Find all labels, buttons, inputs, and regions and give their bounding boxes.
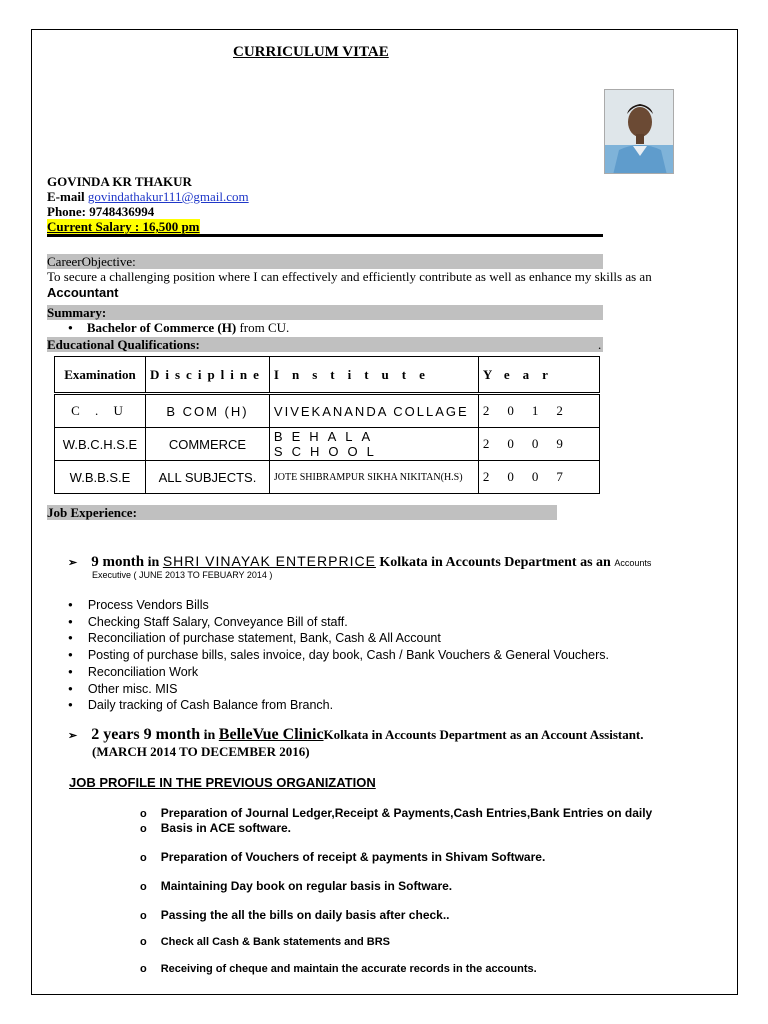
cell-exam: W.B.B.S.E: [55, 461, 146, 494]
col-discipline: Discipline: [146, 357, 270, 394]
email-link[interactable]: govindathakur111@gmail.com: [87, 189, 249, 204]
education-heading: Educational Qualifications:: [47, 337, 200, 352]
cell-institute: JOTE SHIBRAMPUR SIKHA NIKITAN(H.S): [269, 461, 478, 494]
table-row: [55, 461, 600, 494]
cell-exam: W.B.C.H.S.E: [55, 428, 146, 461]
arrow-bullet-icon: ➢: [68, 557, 78, 569]
experience-2-period: (MARCH 2014 TO DECEMBER 2016): [92, 744, 310, 759]
circle-bullet-icon: o: [140, 881, 147, 893]
experience-1-heading: [68, 553, 651, 571]
section-band-job: [47, 505, 557, 520]
exp1-role: Accounts: [614, 558, 652, 568]
exp2-rest: Kolkata in Accounts Department as an Account Assistant.: [323, 727, 644, 742]
section-band-career: [47, 254, 603, 269]
job-heading: Job Experience:: [47, 505, 137, 520]
profile-text: Maintaining Day book on regular basis in Software.: [160, 879, 453, 893]
list-item: ● Reconciliation of purchase statement, Bank, Cash & All Account: [68, 631, 609, 648]
cell-year: 2009: [478, 428, 599, 461]
cell-discipline: B COM (H): [146, 394, 270, 428]
profile-item: [140, 908, 450, 922]
table-header-row: [55, 357, 600, 394]
col-institute: Institute: [269, 357, 478, 394]
profile-item: [140, 821, 291, 835]
col-year: Year: [478, 357, 599, 394]
exp2-firm: BelleVue Clinic: [218, 726, 324, 743]
career-heading: CareerObjective:: [47, 254, 136, 269]
exp1-firm: SHRI VINAYAK ENTERPRICE: [162, 553, 376, 569]
summary-rest: from CU.: [236, 320, 290, 335]
exp1-in: in: [144, 555, 163, 570]
exp1-rest: Kolkata in Accounts Department as an: [375, 555, 615, 570]
career-objective-text: To secure a challenging position where I can effectively and efficiently contribute as well as enhance my skills as an: [47, 269, 652, 284]
list-item: ● Checking Staff Salary, Conveyance Bill of staff.: [68, 615, 609, 632]
table-row: [55, 394, 600, 428]
list-item: ● Reconciliation Work: [68, 665, 609, 682]
education-table: [54, 356, 600, 494]
summary-degree: Bachelor of Commerce (H): [86, 320, 237, 335]
list-item: ● Posting of purchase bills, sales invoice, day book, Cash / Bank Vouchers & General Vouchers.: [68, 648, 609, 665]
exp1-duration: 9 month: [91, 554, 145, 570]
profile-text: Basis in ACE software.: [160, 821, 291, 835]
experience-1-period: Executive ( JUNE 2013 TO FEBUARY 2014 ): [92, 570, 273, 580]
summary-heading: Summary:: [47, 305, 107, 320]
profile-text: Passing the all the bills on daily basis after check..: [160, 908, 450, 922]
duties-list: [68, 598, 609, 715]
education-trailing-dot: .: [598, 337, 602, 352]
profile-text: Receiving of cheque and maintain the accurate records in the accounts.: [160, 963, 537, 975]
table-row: [55, 428, 600, 461]
circle-bullet-icon: o: [140, 936, 147, 948]
document-title: CURRICULUM VITAE: [233, 44, 389, 60]
cell-discipline: COMMERCE: [146, 428, 270, 461]
list-item: ● Daily tracking of Cash Balance from Branch.: [68, 698, 609, 715]
list-item: ● Process Vendors Bills: [68, 598, 609, 615]
cell-institute: BEHALA SCHOOL: [269, 428, 478, 461]
col-examination: Examination: [55, 357, 146, 394]
list-item: ● Other misc. MIS: [68, 682, 609, 699]
cell-year: 2012: [478, 394, 599, 428]
current-salary: Current Salary : 16,500 pm: [47, 219, 200, 234]
exp2-in: in: [200, 728, 219, 743]
profile-photo: [604, 89, 674, 174]
job-profile-title: JOB PROFILE IN THE PREVIOUS ORGANIZATION: [69, 775, 376, 790]
profile-item: [140, 879, 452, 893]
phone-number: Phone: 9748436994: [47, 204, 155, 219]
header-divider: [47, 234, 603, 237]
circle-bullet-icon: o: [140, 808, 147, 820]
exp2-duration: 2 years 9 month: [91, 726, 201, 743]
circle-bullet-icon: o: [140, 910, 147, 922]
career-objective-role: Accountant: [47, 285, 119, 300]
experience-2-heading: [68, 726, 644, 744]
profile-item: [140, 936, 390, 948]
arrow-bullet-icon: ➢: [68, 730, 78, 742]
profile-item: [140, 850, 545, 864]
profile-text: Preparation of Vouchers of receipt & payments in Shivam Software.: [160, 850, 546, 864]
cell-institute: VIVEKANANDA COLLAGE: [269, 394, 478, 428]
section-band-summary: [47, 305, 603, 320]
profile-text: Preparation of Journal Ledger,Receipt & Payments,Cash Entries,Bank Entries on daily: [160, 806, 653, 820]
summary-item: [68, 320, 289, 336]
circle-bullet-icon: o: [140, 963, 147, 975]
cell-exam: C . U: [55, 394, 146, 428]
section-band-education: [47, 337, 603, 352]
profile-item: [140, 963, 537, 975]
circle-bullet-icon: o: [140, 852, 147, 864]
cell-year: 2007: [478, 461, 599, 494]
email-row: [47, 189, 249, 205]
bullet-icon: ●: [68, 323, 73, 332]
email-label: E-mail: [47, 189, 85, 204]
circle-bullet-icon: o: [140, 823, 147, 835]
profile-text: Check all Cash & Bank statements and BRS: [160, 936, 390, 948]
candidate-name: GOVINDA KR THAKUR: [47, 174, 192, 189]
cell-discipline: ALL SUBJECTS.: [146, 461, 270, 494]
profile-item: [140, 806, 652, 820]
